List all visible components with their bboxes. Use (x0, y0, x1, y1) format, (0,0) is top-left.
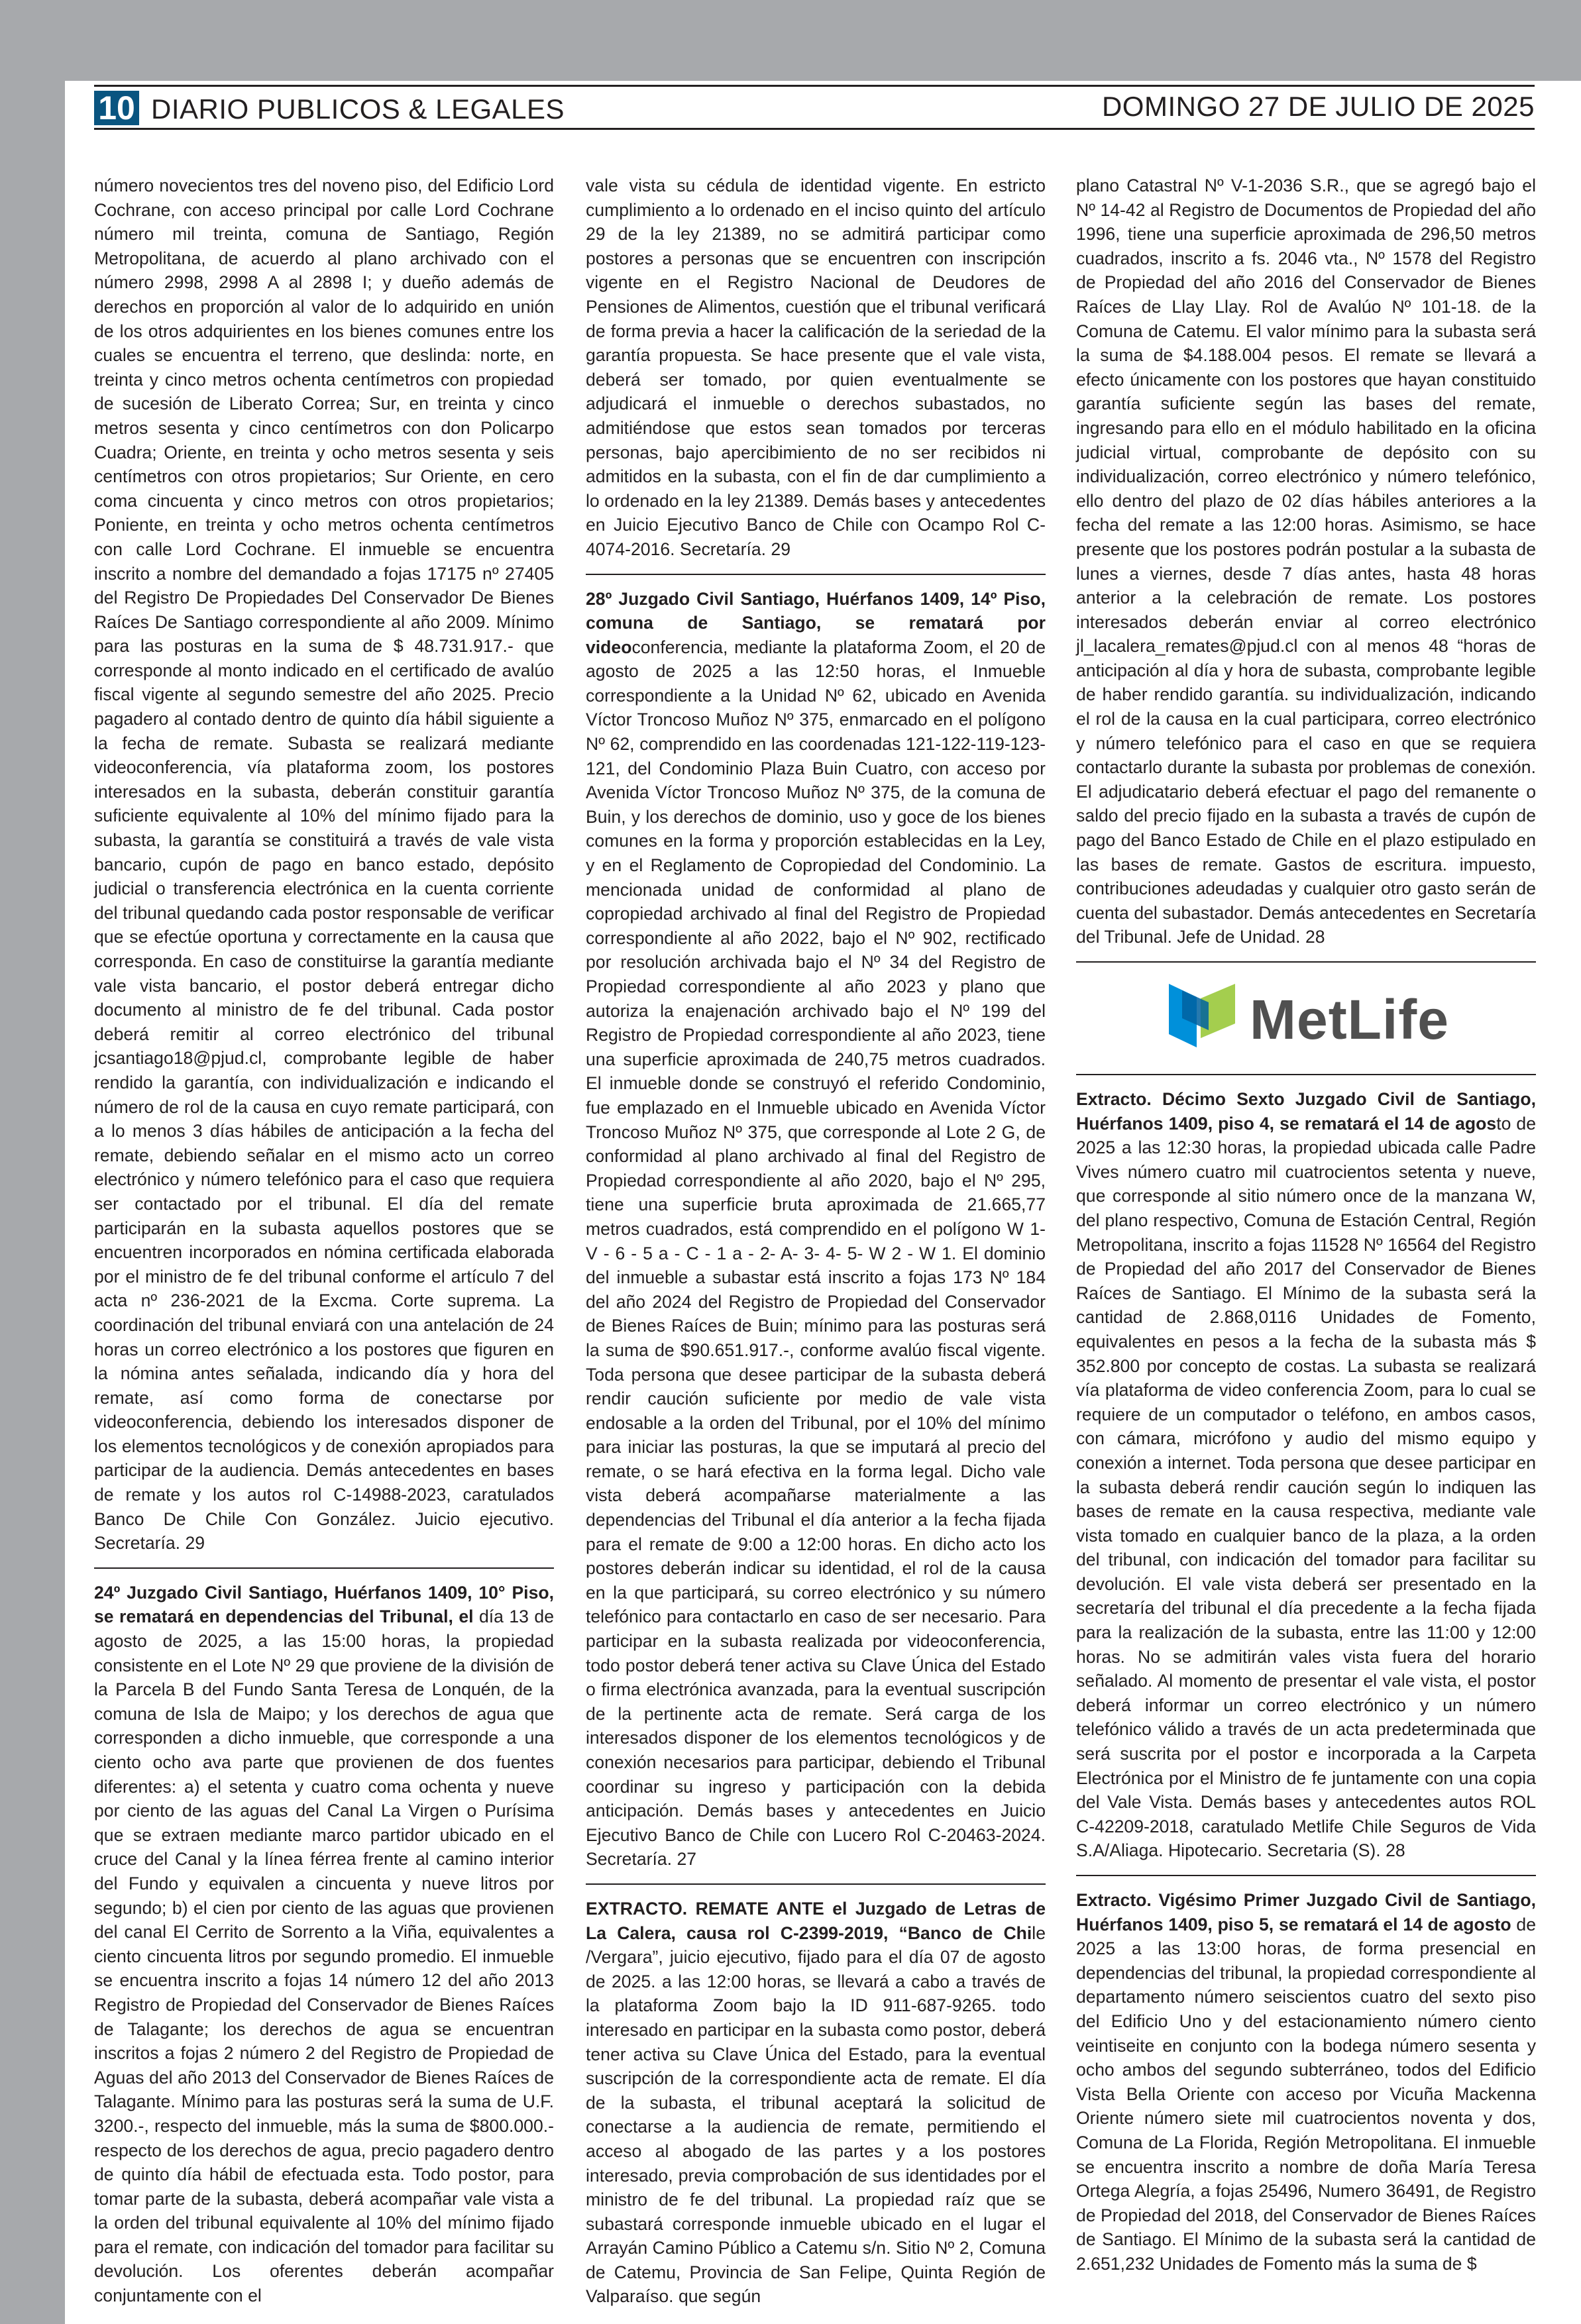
notice-body: to de 2025 a las 12:30 horas, la propiedad ubicada calle Padre Vives número cuatro mil cuatrocientos setenta y nueve, que corresponde al sitio número once de la manzana W, del plano respectivo, Comuna de Estación Central, Región Metropolitana, inscrito a fojas 11528 Nº 16564 del Registro de Propiedad del año 2017 del Conservador de Bienes Raíces de Santiago. El Mínimo de la subasta será la cantidad de 2.868,0116 Unidades de Fomento, equivalentes en pesos a la fecha de la subasta más $ 352.800 por concepto de costas. La subasta se realizará vía plataforma de video conferencia Zoom, para lo cual se requiere de un computador o teléfono, en ambos casos, con cámara, micrófono y audio del mismo equipo y conexión a internet. Toda persona que desee participar en la subasta deberá rendir caución según lo indiquen las bases de remate en la causa respectiva, mediante vale vista tomado en cualquier banco de la plaza, a la orden del tribunal, con indicación del tomador para facilitar su devolución. El vale vista deberá ser presentado en la secretaría del tribunal el día precedente a la fecha fijada para la realización de la subasta, entre las 11:00 y 12:00 horas. No se admitirán vales vista fuera del horario señalado. Al momento de presentar el vale vista, el postor deberá informar un correo electrónico y un número telefónico válido a través de un acta predeterminada que será suscrita por el postor e incorporada a la Carpeta Electrónica por el Ministro de fe juntamente con una copia del Vale Vista. Demás bases y antecedentes autos ROL C-42209-2018, caratulado Metlife Chile Seguros de Vida S.A/Aliaga. Hipotecario. Secretaria (S). 28 (1076, 1113, 1536, 1861)
notice-separator (1076, 1875, 1536, 1876)
notice-paragraph (1076, 1888, 1536, 2276)
page-number: 10 (94, 91, 139, 125)
notice-paragraph: plano Catastral Nº V-1-2036 S.R., que se agregó bajo el Nº 14-42 al Registro de Documentos de Propiedad del año 1996, tiene una superficie aproximada de 296,50 metros cuadrados, inscrito a fs. 2046 vta., Nº 1578 del Registro de Propiedad del año 2016 del Conservador de Bienes Raíces de Llay Llay. Rol de Avalúo Nº 101-18. de la Comuna de Catemu. El valor mínimo para la subasta será la suma de $4.188.004 pesos. El remate se llevará a efecto únicamente con los postores que hayan constituido garantía suficiente según las bases del remate, ingresando para ello en el módulo habilitado en la oficina judicial virtual, comprobante de depósito con su individualización, correo electrónico y número telefónico, ello dentro del plazo de 02 días hábiles anteriores a la fecha del remate a las 12:00 horas. Asimismo, se hace presente que los postores podrán postular a la subasta de lunes a viernes, desde 7 días antes, hasta 48 horas anterior a la celebración de remate. Los postores interesados deberán enviar al correo electrónico jl_lacalera_remates@pjud.cl con al menos 48 “horas de anticipación al día y hora de subasta, comprobante legible de haber rendido garantía. su individualización, indicando el rol de la causa en la cual participara, correo electrónico y número telefónico para el caso en que se requiera contactarlo durante la subasta por problemas de conexión. El adjudicatario deberá efectuar el pago del remanente o saldo del precio fijado en la subasta a través de cupón de pago del Banco Estado de Chile en el plazo estipulado en las bases de remate. Gastos de escritura. impuesto, contribuciones adeudadas y cualquier otro gasto serán de cuenta del subastador. Demás antecedentes en Secretaría del Tribunal. Jefe de Unidad. 28 (1076, 176, 1536, 947)
metlife-logo (1076, 975, 1536, 1062)
notice-separator (586, 1883, 1046, 1885)
notice-separator (586, 574, 1046, 575)
notice-separator (1076, 961, 1536, 963)
notice-heading: EXTRACTO. REMATE ANTE el Juzgado de Letras de La Calera, causa rol C-2399-2019, “Banco de Chi (586, 1898, 1046, 1943)
notice-body: conferencia, mediante la plataforma Zoom, el 20 de agosto de 2025 a las 12:50 horas, el Inmueble correspondiente a la Unidad Nº 62, ubicado en Avenida Víctor Troncoso Muñoz Nº 375, enmarcado en el polígono Nº 62, comprendido en las coordenadas 121-122-119-123-121, del Condominio Plaza Buin Cuatro, con acceso por Avenida Víctor Troncoso Muñoz Nº 375, de la comuna de Buin, y los derechos de dominio, uso y goce de los bienes comunes en la forma y proporción establecidas en la Ley, y en el Reglamento de Copropiedad del Condominio. La mencionada unidad de conformidad al plano de copropiedad archivado al final del Registro de Propiedad correspondiente al año 2022, bajo el Nº 902, rectificado por resolución archivada bajo el Nº 34 del Registro de Propiedad correspondiente al año 2023 y plano que autoriza la enajenación archivado bajo el Nº 199 del Registro de Propiedad correspondiente al año 2023, tiene una superficie aproximada de 240,75 metros cuadrados. El inmueble donde se construyó el referido Condominio, fue emplazado en el Inmueble ubicado en Avenida Víctor Troncoso Muñoz Nº 375, que corresponde al Lote 2 G, de conformidad al plano archivado al final del Registro de Propiedad correspondiente al año 2020, bajo el Nº 295, tiene una superficie bruta aproximada de 21.665,77 metros cuadrados, está comprendido en el polígono W 1- V - 6 - 5 a - C - 1 a - 2- A- 3- 4- 5- W 2 - W 1. El dominio del inmueble a subastar está inscrito a fojas 173 Nº 184 del año 2024 del Registro de Propiedad del Conservador de Bienes Raíces de Buin; mínimo para las posturas será la suma de $90.651.917.-, conforme avalúo fiscal vigente. Toda persona que desee participar de la subasta deberá rendir caución suficiente por medio de vale vista endosable a la orden del Tribunal, por el 10% del mínimo para iniciar las posturas, la que se imputará al precio del remate, o se hará efectiva en la forma legal. Dicho vale vista deberá acompañarse materialmente a las dependencias del Tribunal el día anterior a la fecha fijada para el remate de 9:00 a 12:00 horas. En dicho acto los postores deberán indicar su identidad, el rol de la causa en la que participará, su correo electrónico y su número telefónico para contactarlo en caso de ser necesario. Para participar en la subasta realizada por videoconferencia, todo postor deberá tener activa su Clave Única del Estado o firma electrónica avanzada, para la eventual suscripción de la pertinente acta de remate. Será carga de los interesados disponer de los elementos tecnológicos y de conexión necesarios para participar, debiendo el Tribunal coordinar su ingreso y participación con la debida anticipación. Demás bases y antecedentes en Juicio Ejecutivo Banco de Chile con Lucero Rol C-20463-2024. Secretaría. 27 (586, 637, 1046, 1870)
notice-heading: Extracto. Décimo Sexto Juzgado Civil de Santiago, Huérfanos 1409, piso 4, se rematará el 14 de agos (1076, 1089, 1536, 1134)
page-header (94, 85, 1535, 130)
notice-heading: 24º Juzgado Civil Santiago, Huérfanos 1409, 10° Piso, se rematará en dependencias del Tribunal, el (94, 1582, 554, 1627)
notice-paragraph: vale vista su cédula de identidad vigente. En estricto cumplimiento a lo ordenado en el inciso quinto del artículo 29 de la ley 21389, no se admitirá participar como postores a personas que se encuentren con inscripción vigente en el Registro Nacional de Deudores de Pensiones de Alimentos, cuestión que el tribunal verificará de forma previa a hacer la calificación de la seriedad de la garantía propuesta. Se hace presente que el vale vista, deberá ser tomado, por quien eventualmente se adjudicará el inmueble o derechos subastados, no admitiéndose que estos sean tomados por terceras personas, bajo apercibimiento de no ser recibidos ni admitidos en la subasta, con el fin de dar cumplimiento a lo ordenado en la ley 21389. Demás bases y antecedentes en Juicio Ejecutivo Banco de Chile con Ocampo Rol C-4074-2016. Secretaría. 29 (586, 176, 1046, 559)
column-2 (586, 174, 1046, 2307)
metlife-logo-text: MetLife (1250, 988, 1449, 1051)
notice-body: día 13 de agosto de 2025, a las 15:00 horas, la propiedad consistente en el Lote Nº 29 que proviene de la división de la Parcela B del Fundo Santa Teresa de Lonquén, de la comuna de Isla de Maipo; y los derechos de agua que corresponden a dicho inmueble, que corresponde a una ciento ocho ava parte que provienen de dos fuentes diferentes: a) el setenta y cuatro coma ochenta y nueve por ciento de las aguas del Canal La Virgen o Purísima que se extraen mediante marco partidor ubicado en el cruce del Canal y la línea férrea frente al camino interior del Fundo y equivalen a cincuenta y nueve litros por segundo; b) el cien por ciento de las aguas que provienen del canal El Cerrito de Sorrento a la Viña, equivalentes a ciento cincuenta litros por segundo promedio. El inmueble se encuentra inscrito a fojas 14 número 12 del año 2013 Registro de Propiedad del Conservador de Bienes Raíces de Talagante; los derechos de agua se encuentran inscritos a fojas 2 número 2 del Registro de Propiedad de Aguas del año 2013 del Conservador de Bienes Raíces de Talagante. Mínimo para las posturas será la suma de U.F. 3200.-, respecto del inmueble, más la suma de $800.000.- respecto de los derechos de agua, precio pagadero dentro de quinto día hábil de efectuada esta. Todo postor, para tomar parte de la subasta, deberá acompañar vale vista a la orden del tribunal equivalente al 10% del mínimo fijado para el remate, con indicación del tomador para facilitar su devolución. Los oferentes deberán acompañar conjuntamente con el (94, 1607, 555, 2306)
notice-paragraph: número novecientos tres del noveno piso, del Edificio Lord Cochrane, con acceso principal por calle Lord Cochrane número mil treinta, comuna de Santiago, Región Metropolitana, de acuerdo al plano archivado con el número 2998, 2998 A al 2898 I; y dueño además de derechos en proporción al valor de lo adquirido en unión de los otros adquirientes en los bienes comunes entre los cuales se encuentra el terreno, que deslinda: norte, en treinta y cinco metros ochenta centímetros con propiedad de sucesión de Liberato Correa; Sur, en treinta y cinco metros sesenta y cinco centímetros con don Policarpo Cuadra; Oriente, en treinta y ocho metros sesenta y seis centímetros con otros propietarios; Sur Oriente, en cero coma cincuenta y cinco metros con otros propietarios; Poniente, en treinta y ocho metros ochenta centímetros con calle Lord Cochrane. El inmueble se encuentra inscrito a nombre del demandado a fojas 17175 nº 27405 del Registro De Propiedades Del Conservador De Bienes Raíces De Santiago correspondiente al año 2009. Mínimo para las posturas en la suma de $ 48.731.917.- que corresponde al monto indicado en el certificado de avalúo fiscal vigente al segundo semestre del año 2025. Precio pagadero al contado dentro de quinto día hábil siguiente a la fecha de remate. Subasta se realizará mediante videoconferencia, vía plataforma zoom, los postores interesados en la subasta, deberán constituir garantía suficiente equivalente al 10% del mínimo fijado para la subasta, la garantía se constituirá a través de vale vista bancario, cupón de pago en banco estado, depósito judicial o transferencia electrónica en la cuenta corriente del tribunal quedando cada postor responsable de verificar que se efectúe oportuna y correctamente en la causa que corresponda. En caso de constituirse la garantía mediante vale vista bancario, el postor deberá entregar dicho documento al ministro de fe del tribunal. Cada postor deberá remitir al correo electrónico del tribunal jcsantiago18@pjud.cl, comprobante legible de haber rendido la garantía, con individualización e indicando el número de rol de la causa en cuyo remate participará, con a lo menos 3 días hábiles de anticipación a la fecha del remate, debiendo señalar en el mismo acto un correo electrónico y número telefónico para el caso que requiera ser contactado por el tribunal. El día del remate participarán en la subasta aquellos postores que se encuentren incorporados en nómina certificada elaborada por el ministro de fe del tribunal conforme el artículo 7 del acta nº 236-2021 de la Excma. Corte suprema. La coordinación del tribunal enviará con una antelación de 24 horas un correo electrónico a los postores que figuren en la nómina antes señalada, indicando día y hora del remate, así como forma de conectarse por videoconferencia, debiendo los interesados disponer de los elementos tecnológicos y de conexión apropiados para participar de la audiencia. Demás antecedentes en bases de remate y los autos rol C-14988-2023, caratulados Banco De Chile Con González. Juicio ejecutivo. Secretaría. 29 (94, 176, 554, 1554)
notice-separator (1076, 1074, 1536, 1075)
notice-paragraph (1076, 1087, 1536, 1863)
notice-paragraph (94, 1581, 554, 2308)
notice-paragraph (586, 587, 1046, 1872)
notice-separator (94, 1567, 554, 1569)
notice-paragraph (586, 1897, 1046, 2309)
publication-title: DIARIO PUBLICOS & LEGALES (151, 93, 565, 125)
column-3 (1076, 174, 1536, 2294)
notice-heading: 28º Juzgado Civil Santiago, Huérfanos 1409, 14º Piso, comuna de Santiago, se rematará por video (586, 588, 1046, 657)
notice-body: de 2025 a las 13:00 horas, de forma presencial en dependencias del tribunal, la propiedad correspondiente al departamento número seiscientos cuatro del sexto piso del Edificio Uno y del estacionamiento número ciento veintiseite en conjunto con la bodega número sesenta y ocho ambos del segundo subterráneo, todos del Edificio Vista Bella Oriente con acceso por Vicuña Mackenna Oriente número siete mil cuatrocientos noventa y dos, Comuna de La Florida, Región Metropolitana. El inmueble se encuentra inscrito a nombre de doña María Teresa Ortega Alegría, a fojas 25496, Numero 36491, de Registro de Propiedad del 2018, del Conservador de Bienes Raíces de Santiago. El Mínimo de la subasta será la cantidad de 2.651,232 Unidades de Fomento más la suma de $ (1076, 1914, 1536, 2274)
notice-heading: Extracto. Vigésimo Primer Juzgado Civil de Santiago, Huérfanos 1409, piso 5, se rematará el 14 de agosto (1076, 1890, 1536, 1934)
column-1 (94, 174, 555, 2306)
publication-date: DOMINGO 27 DE JULIO DE 2025 (1101, 91, 1535, 122)
metlife-logo-icon (1169, 984, 1235, 1047)
notice-body: le /Vergara”, juicio ejecutivo, fijado para el día 07 de agosto de 2025. a las 12:00 horas, se llevará a cabo a través de la plataforma Zoom bajo la ID 911-687-9265. todo interesado en participar en la subasta como postor, deberá tener activa su Clave Única del Estado, para la eventual suscripción de la correspondiente acta de remate. El día de la subasta, el tribunal aceptará la solicitud de conectarse a la audiencia de remate, permitiendo el acceso al abogado de las partes y a los postores interesado, previa comprobación de sus identidades por el ministro de fe del tribunal. La propiedad raíz que se subastará corresponde inmueble ubicado en el lugar el Arrayán Camino Público a Catemu s/n. Sitio Nº 2, Comuna de Catemu, Provincia de San Felipe, Quinta Región de Valparaíso. que según (586, 1923, 1046, 2307)
